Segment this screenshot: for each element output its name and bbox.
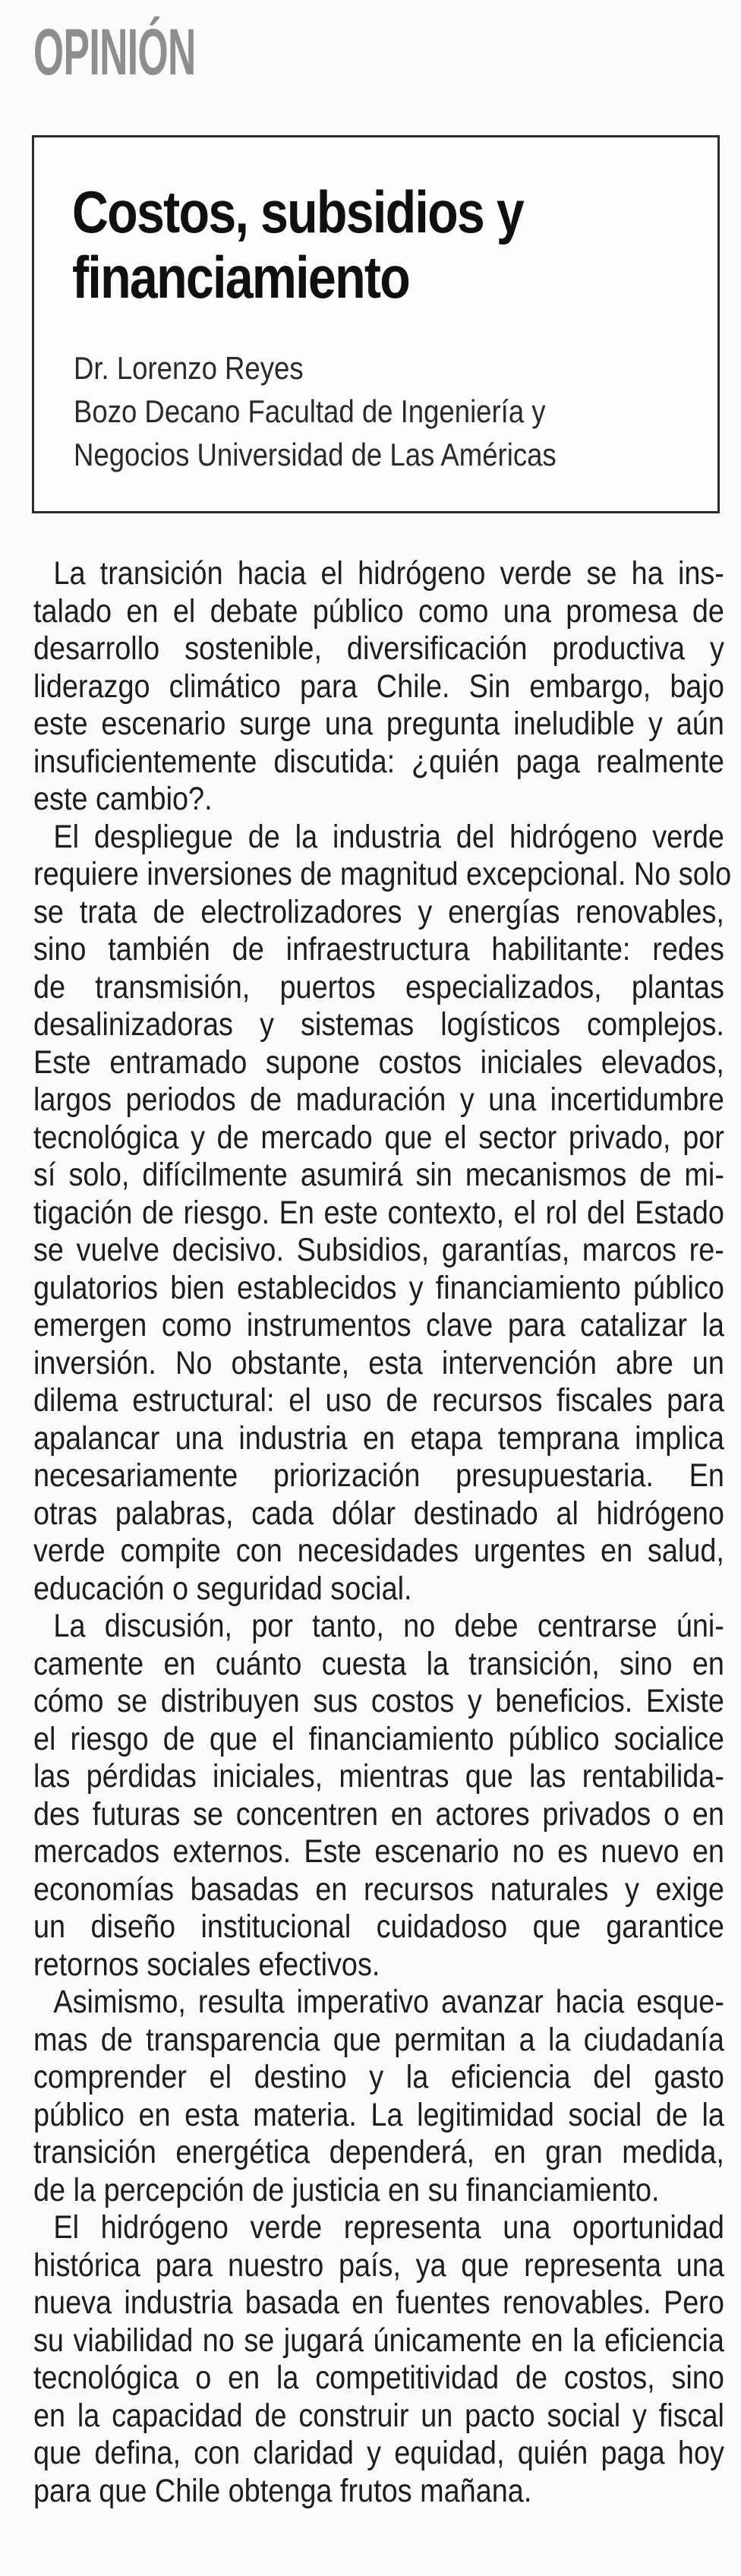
text-line: economías basadas en recursos naturales y exige bbox=[33, 1870, 724, 1908]
text-line: se trata de electrolizadores y energías renovables, bbox=[33, 893, 724, 930]
text-line: histórica para nuestro país, ya que representa una bbox=[33, 2246, 724, 2284]
text-line: las pérdidas iniciales, mientras que las rentabilida- bbox=[33, 1758, 724, 1795]
text-line: La discusión, por tanto, no debe centrarse úni- bbox=[53, 1608, 724, 1644]
article-title bbox=[72, 179, 601, 310]
text-line: El hidrógeno verde representa una oportunidad bbox=[53, 2209, 724, 2246]
text-line: se vuelve decisivo. Subsidios, garantías, marcos re- bbox=[33, 1232, 724, 1268]
text-line: des futuras se concentren en actores privados o en bbox=[33, 1795, 724, 1833]
byline-role-line-2: Negocios Universidad de Las Américas bbox=[74, 437, 557, 472]
text-line: camente en cuánto cuesta la transición, sino en bbox=[33, 1645, 724, 1682]
text-line: un diseño institucional cuidadoso que garantice bbox=[33, 1908, 724, 1945]
text-line: de la percepción de justicia en su financiamiento. bbox=[33, 2171, 660, 2208]
text-line: cómo se distribuyen sus costos y beneficios. Existe bbox=[33, 1683, 724, 1719]
text-line: nueva industria basada en fuentes renovables. Pero bbox=[33, 2284, 724, 2321]
text-line: su viabilidad no se jugará únicamente en la eficiencia bbox=[33, 2322, 724, 2359]
text-line: talado en el debate público como una promesa de bbox=[33, 592, 724, 630]
text-line: mas de transparencia que permitan a la ciudadanía bbox=[33, 2021, 724, 2058]
paragraph bbox=[33, 818, 732, 1608]
paragraph bbox=[33, 2209, 724, 2510]
paragraph bbox=[33, 555, 724, 819]
text-line: otras palabras, cada dólar destinado al hidrógeno bbox=[33, 1495, 724, 1532]
text-line: el riesgo de que el financiamiento público socialice bbox=[33, 1720, 724, 1757]
article-headline-box bbox=[32, 135, 720, 513]
text-line: para que Chile obtenga frutos mañana. bbox=[33, 2472, 532, 2509]
text-line: insuficientemente discutida: ¿quién paga realmente bbox=[33, 743, 724, 780]
text-line: este escenario surge una pregunta ineludible y aún bbox=[33, 706, 724, 742]
text-line: dilema estructural: el uso de recursos fiscales para bbox=[33, 1382, 724, 1419]
text-line: liderazgo climático para Chile. Sin embargo, bajo bbox=[33, 668, 724, 705]
text-line: educación o seguridad social. bbox=[33, 1570, 412, 1607]
text-line: El despliegue de la industria del hidrógeno verde bbox=[53, 818, 724, 855]
text-line: que defina, con claridad y equidad, quién paga hoy bbox=[33, 2435, 724, 2471]
text-line: verde compite con necesidades urgentes en salud, bbox=[33, 1533, 724, 1569]
text-line: sí solo, difícilmente asumirá sin mecanismos de mi- bbox=[33, 1157, 724, 1193]
text-line: mercados externos. Este escenario no es nuevo en bbox=[33, 1833, 724, 1870]
text-line: inversión. No obstante, esta intervención abre un bbox=[33, 1344, 724, 1381]
section-header bbox=[33, 16, 724, 96]
text-line: este cambio?. bbox=[33, 781, 213, 817]
text-line: retornos sociales efectivos. bbox=[33, 1946, 380, 1983]
article-body-text bbox=[33, 555, 732, 2510]
text-line: emergen como instrumentos clave para catalizar la bbox=[33, 1307, 724, 1343]
text-line: tigación de riesgo. En este contexto, el rol del Estado bbox=[33, 1194, 724, 1231]
title-line-1: Costos, subsidios y bbox=[72, 178, 523, 245]
text-line: apalancar una industria en etapa temprana implica bbox=[33, 1419, 724, 1457]
text-line: largos periodos de maduración y una incertidumbre bbox=[33, 1081, 724, 1118]
title-line-2: financiamiento bbox=[72, 244, 410, 311]
paragraph bbox=[33, 1984, 724, 2209]
byline-author: Dr. Lorenzo Reyes bbox=[74, 350, 304, 386]
text-line: desarrollo sostenible, diversificación productiva y bbox=[33, 630, 724, 667]
text-line: transición energética dependerá, en gran medida, bbox=[33, 2134, 724, 2170]
text-line: Este entramado supone costos iniciales elevados, bbox=[33, 1043, 724, 1081]
text-line: sino también de infraestructura habilitante: redes bbox=[33, 931, 724, 968]
byline-role-line-1: Bozo Decano Facultad de Ingeniería y bbox=[74, 393, 546, 429]
text-line: público en esta materia. La legitimidad social de la bbox=[33, 2096, 724, 2133]
paragraph bbox=[33, 1608, 724, 1984]
section-label: OPINIÓN bbox=[33, 16, 196, 89]
article-byline bbox=[74, 346, 695, 476]
text-line: de transmisión, puertos especializados, plantas bbox=[33, 968, 724, 1005]
text-line: tecnológica y de mercado que el sector privado, por bbox=[33, 1119, 724, 1156]
text-line: requiere inversiones de magnitud excepcional. No solo bbox=[33, 856, 732, 892]
text-line: tecnológica o en la competitividad de costos, sino bbox=[33, 2360, 724, 2396]
text-line: Asimismo, resulta imperativo avanzar hacia esque- bbox=[53, 1984, 724, 2020]
text-line: comprender el destino y la eficiencia del gasto bbox=[33, 2059, 724, 2095]
text-line: gulatorios bien establecidos y financiamiento público bbox=[33, 1269, 724, 1306]
article-body bbox=[33, 555, 732, 2510]
text-line: en la capacidad de construir un pacto social y fiscal bbox=[33, 2397, 724, 2434]
text-line: desalinizadoras y sistemas logísticos complejos. bbox=[33, 1006, 724, 1043]
text-line: necesariamente priorización presupuestaria. En bbox=[33, 1457, 724, 1494]
text-line: La transición hacia el hidrógeno verde se ha ins- bbox=[53, 555, 724, 592]
